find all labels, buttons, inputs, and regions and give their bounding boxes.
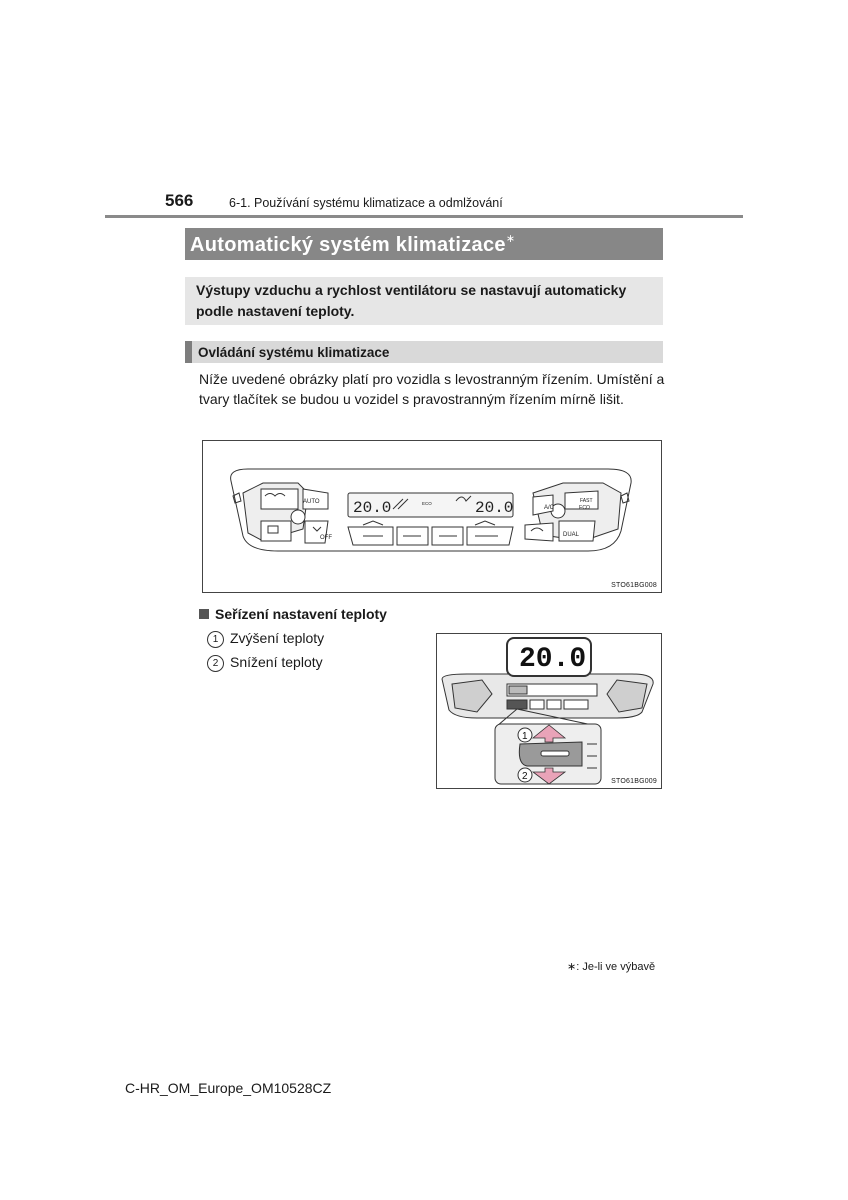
- step-1-text: Zvýšení teploty: [230, 630, 325, 646]
- document-code: C-HR_OM_Europe_OM10528CZ: [125, 1080, 332, 1096]
- page-number: 566: [165, 191, 194, 210]
- figure-control-panel: [202, 440, 662, 593]
- page-title-text: Automatický systém klimatizace: [190, 234, 506, 256]
- dual-button-label: DUAL: [563, 532, 580, 538]
- footnote-asterisk: ∗: [567, 961, 577, 973]
- off-button-label: OFF: [320, 535, 332, 541]
- seat-heater-right-icon: [621, 493, 629, 503]
- fast-button-label: FAST: [580, 498, 593, 504]
- footnote-text: : Je-li ve výbavě: [576, 961, 656, 973]
- step-2: [207, 654, 323, 672]
- selected-temp-button: [507, 700, 527, 709]
- left-center-knob: [291, 510, 305, 524]
- intro-text: Výstupy vzduchu a rychlost ventilátoru se nastavují automaticky podle nastavení teploty.: [196, 282, 627, 319]
- figure2-code: STO61BG009: [611, 778, 657, 785]
- display-temp-text: 20.0: [519, 644, 587, 675]
- page-title: [190, 232, 515, 257]
- figure1-code: STO61BG008: [611, 582, 657, 589]
- title-asterisk: ∗: [505, 233, 516, 245]
- section-heading: Ovládání systému klimatizace: [198, 345, 390, 360]
- callout-1-label: 1: [522, 731, 528, 742]
- figure-temperature-adjust: [436, 633, 662, 789]
- header-rule: [105, 215, 743, 218]
- auto-button-label: AUTO: [303, 499, 320, 505]
- step-1-number: 1: [207, 631, 224, 648]
- eco-indicator: ECO: [422, 501, 432, 506]
- left-temp-display: 20.0: [353, 499, 392, 517]
- eco-button-label: ECO: [579, 505, 590, 511]
- subsection-heading-text: Seřízení nastavení teploty: [215, 606, 387, 622]
- subsection-heading: [199, 606, 387, 622]
- section-body: Níže uvedené obrázky platí pro vozidla s levostranným řízením. Umístění a tvary tlačítek se budou u vozidel s pravostranným řízením mírně lišit.: [199, 371, 665, 407]
- ac-button-label: A/C: [544, 505, 555, 511]
- step-2-text: Snížení teploty: [230, 654, 323, 670]
- step-2-number: 2: [207, 655, 224, 672]
- right-temp-display: 20.0: [475, 499, 514, 517]
- step-1: [207, 630, 324, 648]
- section-accent: [185, 341, 192, 363]
- footnote: [567, 960, 655, 973]
- running-header: 6-1. Používání systému klimatizace a odmlžování: [229, 196, 503, 210]
- callout-2-label: 2: [522, 771, 528, 782]
- square-bullet-icon: [199, 609, 209, 619]
